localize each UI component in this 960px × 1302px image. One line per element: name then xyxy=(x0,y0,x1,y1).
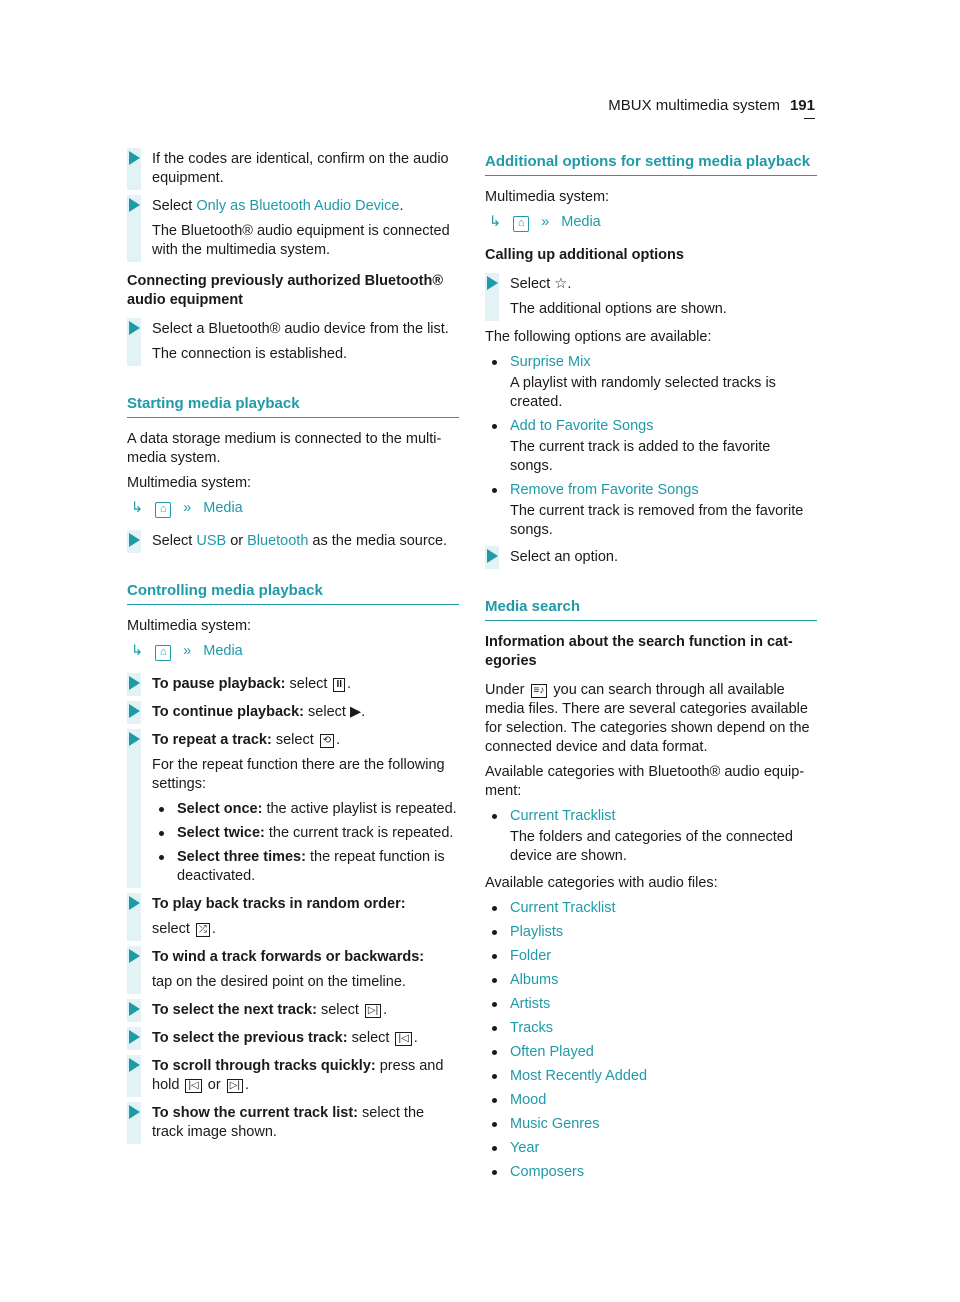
category-link[interactable]: Artists xyxy=(510,996,551,1012)
double-chevron-icon: » xyxy=(541,214,550,230)
calling-heading: Calling up additional options xyxy=(485,247,684,263)
step-arrow-icon xyxy=(129,1058,140,1072)
category-link[interactable]: Current Tracklist xyxy=(510,900,616,916)
audio-categories-list xyxy=(485,899,817,1182)
list-item xyxy=(485,971,817,990)
previous-track-icon[interactable]: |◁ xyxy=(185,1079,201,1093)
category-link[interactable]: Tracks xyxy=(510,1020,553,1036)
step-arrow-icon xyxy=(487,549,498,563)
media-search-heading: Media search xyxy=(485,597,817,621)
category-link[interactable]: Folder xyxy=(510,948,552,964)
audio-available-text: Available categories with audio files: xyxy=(485,875,718,891)
double-chevron-icon: » xyxy=(183,643,192,659)
step-arrow-icon xyxy=(129,1105,140,1119)
nav-path xyxy=(127,642,459,661)
list-item: Current Tracklist The folders and categories of the connected device are shown. xyxy=(485,807,817,866)
bt-available-text: Available categories with Bluetooth® audio equipment: xyxy=(485,764,805,799)
nav-path xyxy=(127,499,459,518)
step-arrow-icon xyxy=(129,704,140,718)
next-track-icon[interactable]: ▷| xyxy=(227,1079,243,1093)
page-number: 191 xyxy=(789,97,815,114)
add-favorite-link[interactable]: Add to Favorite Songs xyxy=(510,418,654,434)
step-select-option xyxy=(485,548,817,567)
controlling-media-heading: Controlling media playback xyxy=(127,581,459,605)
path-arrow-icon: ↳ xyxy=(131,500,144,516)
music-list-icon[interactable]: ≡♪ xyxy=(531,684,548,698)
category-link[interactable]: Mood xyxy=(510,1092,547,1108)
info-heading: Information about the search function in categories xyxy=(485,634,793,669)
step-scroll: To scroll through tracks quickly: press and hold |◁ or ▷| . xyxy=(127,1057,459,1095)
list-item: Remove from Favorite Songs The current track is removed from the favorite songs. xyxy=(485,481,817,540)
list-item: Select once: the active playlist is repeated. xyxy=(152,800,459,819)
category-link[interactable]: Composers xyxy=(510,1164,585,1180)
usb-link[interactable]: USB xyxy=(196,533,227,549)
step-continue: To continue playback: select ▶. xyxy=(127,703,459,722)
remove-favorite-link[interactable]: Remove from Favorite Songs xyxy=(510,482,699,498)
step-track-list: To show the current track list: select the track image shown. xyxy=(127,1104,459,1142)
step-arrow-icon xyxy=(129,949,140,963)
list-item xyxy=(485,1163,817,1182)
path-arrow-icon: ↳ xyxy=(131,643,144,659)
surprise-mix-link[interactable]: Surprise Mix xyxy=(510,354,591,370)
step-text: Select a Bluetooth® audio device from the list. xyxy=(152,321,449,337)
step-select-star: Select ☆. The additional options are shown. xyxy=(485,275,817,319)
previous-track-icon[interactable]: |◁ xyxy=(395,1032,411,1046)
step-repeat: To repeat a track: select ⟲ . For the repeat function there are the following settings: Select once: the active playlist is repeated. Select twice: the current track is repeated. Select three times: the repeat function is deactivated. xyxy=(127,731,459,886)
list-item xyxy=(485,995,817,1014)
list-item xyxy=(485,1139,817,1158)
step-pause: To pause playback: select II . xyxy=(127,675,459,694)
only-bt-audio-link[interactable]: Only as Bluetooth Audio Device xyxy=(196,198,400,214)
step-random: To play back tracks in random order: select ⤮ . xyxy=(127,895,459,939)
options-list xyxy=(485,353,817,540)
nav-path xyxy=(485,213,817,232)
page-header xyxy=(608,96,815,115)
step-next: To select the next track: select ▷| . xyxy=(127,1001,459,1020)
star-icon[interactable]: ☆ xyxy=(554,276,568,292)
next-track-icon[interactable]: ▷| xyxy=(365,1004,381,1018)
media-link[interactable]: Media xyxy=(561,214,601,230)
starting-text: A data storage medium is connected to the multimedia system. xyxy=(127,431,442,466)
list-item: Add to Favorite Songs The current track is added to the favorite songs. xyxy=(485,417,817,476)
list-item xyxy=(485,1019,817,1038)
step-arrow-icon xyxy=(129,198,140,212)
step-arrow-icon xyxy=(129,533,140,547)
home-icon[interactable]: ⌂ xyxy=(155,645,171,661)
step-text: Select an option. xyxy=(510,549,619,565)
starting-media-heading: Starting media playback xyxy=(127,394,459,418)
step-select-source xyxy=(127,532,459,551)
step-arrow-icon xyxy=(487,276,498,290)
step-select-device xyxy=(127,320,459,364)
category-link[interactable]: Most Recently Added xyxy=(510,1068,648,1084)
step-text: Select USB or Bluetooth as the media source. xyxy=(152,533,448,549)
step-arrow-icon xyxy=(129,1030,140,1044)
list-item xyxy=(485,899,817,918)
additional-options-heading: Additional options for setting media playback xyxy=(485,152,817,176)
list-item xyxy=(485,1067,817,1086)
under-text: Under ≡♪ you can search through all available media files. There are several categories available for selection. The categories shown depend on the connected device and data format. xyxy=(485,682,810,755)
path-arrow-icon: ↳ xyxy=(489,214,502,230)
left-column xyxy=(127,150,459,1151)
repeat-icon[interactable]: ⟲ xyxy=(320,734,334,748)
prev-authorized-heading: Connecting previously authorized Bluetooth® audio equipment xyxy=(127,273,443,308)
step-result: The additional options are shown. xyxy=(510,301,727,317)
bt-categories-list xyxy=(485,807,817,866)
shuffle-icon[interactable]: ⤮ xyxy=(196,923,210,937)
category-link[interactable]: Music Genres xyxy=(510,1116,600,1132)
category-link[interactable]: Playlists xyxy=(510,924,564,940)
category-link[interactable]: Year xyxy=(510,1140,540,1156)
double-chevron-icon: » xyxy=(183,500,192,516)
home-icon[interactable]: ⌂ xyxy=(513,216,529,232)
list-item: Surprise Mix A playlist with randomly selected tracks is created. xyxy=(485,353,817,412)
step-arrow-icon xyxy=(129,896,140,910)
list-item xyxy=(485,947,817,966)
list-item xyxy=(485,1091,817,1110)
bluetooth-link[interactable]: Bluetooth xyxy=(247,533,309,549)
list-item xyxy=(485,1115,817,1134)
list-item: Select three times: the repeat function is deactivated. xyxy=(152,848,459,886)
header-rule xyxy=(804,118,815,119)
right-column xyxy=(485,150,817,1190)
step-arrow-icon xyxy=(129,1002,140,1016)
step-arrow-icon xyxy=(129,732,140,746)
step-text: Select Only as Bluetooth Audio Device. xyxy=(152,198,404,214)
step-previous: To select the previous track: select |◁ . xyxy=(127,1029,459,1048)
pause-icon[interactable]: II xyxy=(333,678,345,692)
multimedia-label: Multimedia system: xyxy=(127,618,252,634)
repeat-options-list xyxy=(152,800,459,886)
header-title: MBUX multimedia system xyxy=(608,97,780,114)
category-link[interactable]: Albums xyxy=(510,972,559,988)
step-arrow-icon xyxy=(129,676,140,690)
list-item xyxy=(485,1043,817,1062)
multimedia-label: Multimedia system: xyxy=(485,189,610,205)
step-select-bt-audio xyxy=(127,197,459,260)
step-result: The connection is established. xyxy=(152,346,348,362)
step-confirm-codes xyxy=(127,150,459,188)
step-wind: To wind a track forwards or backwards: tap on the desired point on the timeline. xyxy=(127,948,459,992)
step-arrow-icon xyxy=(129,321,140,335)
media-link[interactable]: Media xyxy=(203,643,243,659)
step-arrow-icon xyxy=(129,151,140,165)
play-icon[interactable]: ▶ xyxy=(349,704,362,720)
list-item xyxy=(485,923,817,942)
step-text: If the codes are identical, confirm on the audio equipment. xyxy=(152,151,449,186)
list-item: Select twice: the current track is repeated. xyxy=(152,824,459,843)
multimedia-label: Multimedia system: xyxy=(127,475,252,491)
home-icon[interactable]: ⌂ xyxy=(155,502,171,518)
media-link[interactable]: Media xyxy=(203,500,243,516)
repeat-settings-text: For the repeat function there are the following settings: xyxy=(152,757,445,792)
step-result: The Bluetooth® audio equipment is connected with the multimedia system. xyxy=(152,223,450,258)
current-tracklist-link[interactable]: Current Tracklist xyxy=(510,808,616,824)
following-text: The following options are available: xyxy=(485,329,712,345)
category-link[interactable]: Often Played xyxy=(510,1044,594,1060)
